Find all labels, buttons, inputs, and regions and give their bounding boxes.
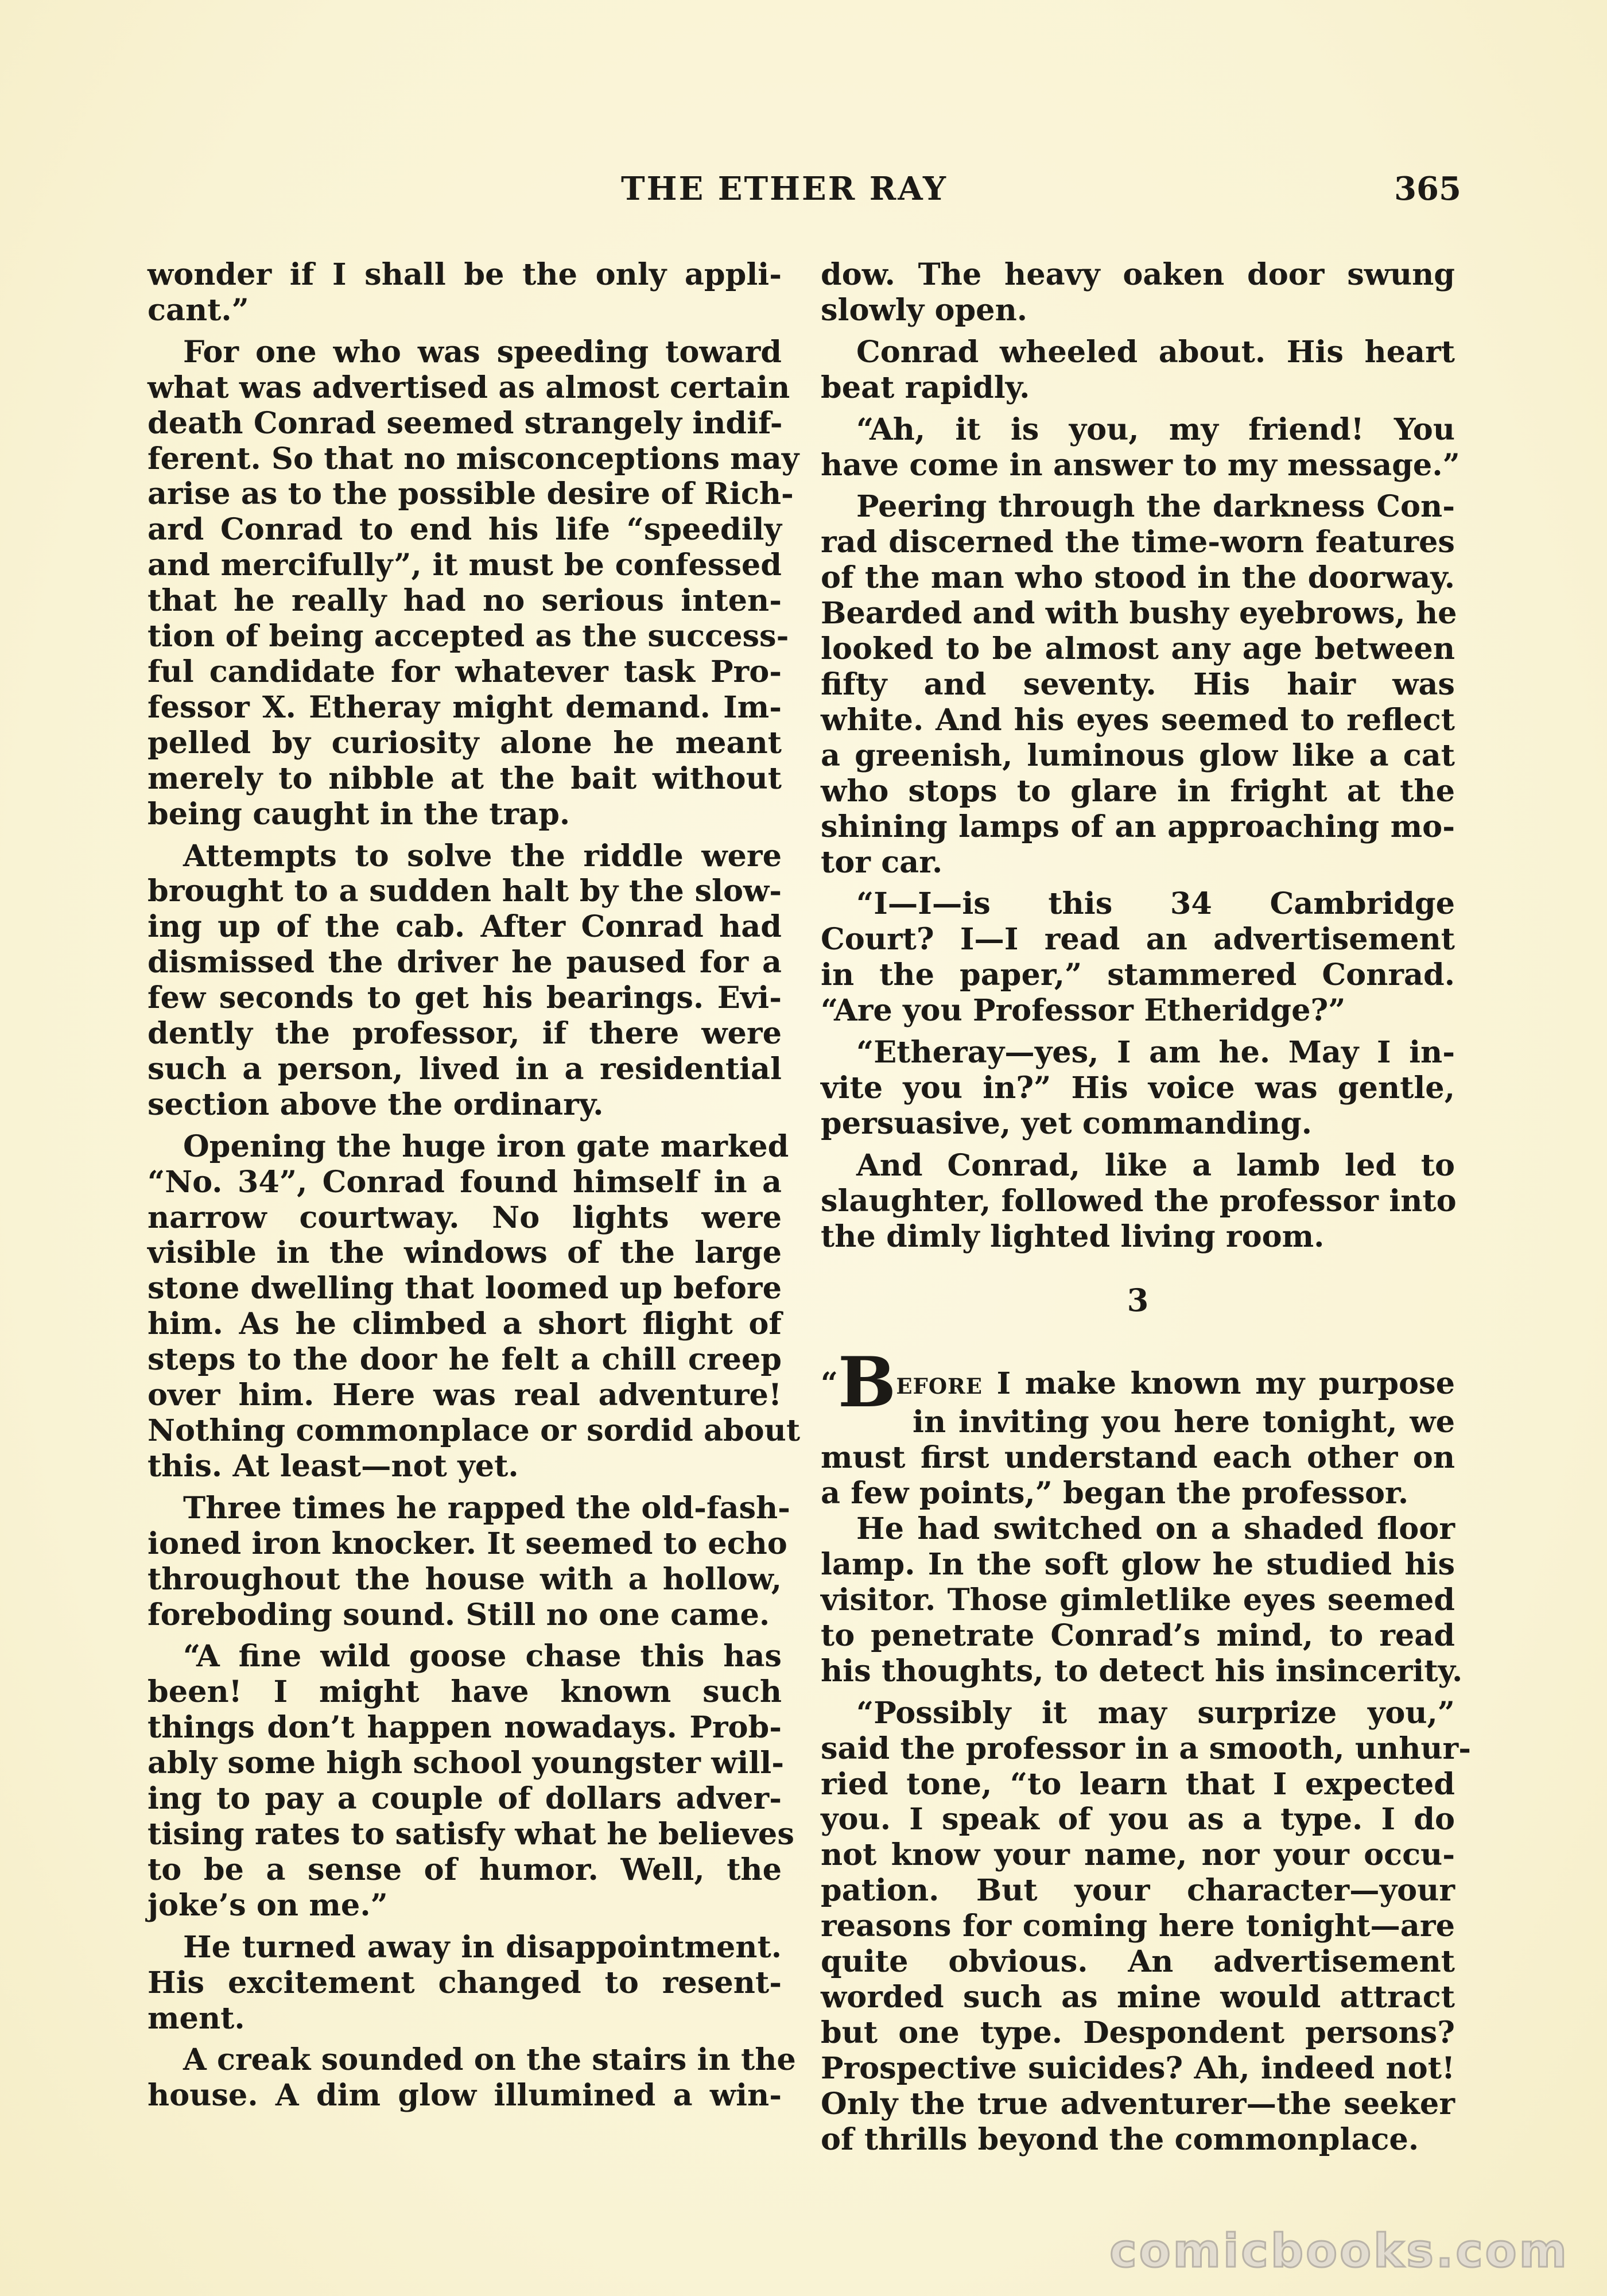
paragraph-gap [821,1142,1455,1148]
paragraph [821,489,1455,880]
text-line: Three times he rapped the old-fash- [183,1490,790,1526]
text-line: Opening the huge iron gate marked [183,1128,789,1164]
text-line: A creak sounded on the stairs in the [183,2042,796,2078]
text-line: not know your name, nor your occu- [821,1837,1455,1873]
text-line: to be a sense of humor. Well, the [147,1852,782,1887]
text-line: must first understand each other on [821,1440,1455,1476]
text-line: fifty and seventy. His hair was [821,666,1455,702]
text-line: beat rapidly. [821,370,1030,405]
text-line: Attempts to solve the riddle were [183,838,782,874]
small-caps-word: efore [896,1366,983,1402]
paragraph [821,1035,1455,1142]
text-line: visitor. Those gimletlike eyes seemed [821,1583,1455,1618]
text-line: He had switched on a shaded floor [856,1511,1455,1547]
text-line: being caught in the trap. [147,796,570,832]
text-line: foreboding sound. Still no one came. [147,1597,770,1632]
text-line: to penetrate Conrad’s mind, to read [821,1618,1455,1653]
section-number: 3 [1127,1282,1149,1319]
paragraph [821,1511,1463,1689]
left-column [147,257,801,2113]
text-line: house. A dim glow illumined a win- [147,2078,782,2113]
paragraph-gap [147,2036,782,2042]
text-line: the dimly lighted living room. [821,1219,1325,1254]
text-line: of thrills beyond the commonplace. [821,2122,1419,2157]
text-line: “I—I—is this 34 Cambridge [856,886,1455,922]
right-column [821,257,1471,2158]
text-line: cant.” [147,292,249,328]
text-line: steps to the door he felt a chill creep [147,1342,782,1378]
text-line: brought to a sudden halt by the slow- [147,874,782,909]
text-line: and mercifully”, it must be confessed [147,548,782,583]
text-line: pation. But your character—your [821,1873,1455,1909]
section-opening-paragraph [821,1336,1455,1511]
paragraph-gap [147,328,782,335]
text-line: worded such as mine would attract [821,1979,1455,2015]
paragraph-gap [147,832,782,839]
text-line: looked to be almost any age between [821,631,1455,667]
text-line: throughout the house with a hollow, [147,1561,782,1597]
text-line: who stops to glare in fright at the [821,773,1455,809]
text-line: but one type. Despondent persons? [821,2015,1455,2050]
paragraph [147,1128,801,1484]
paragraph [821,257,1455,328]
text-line: dently the professor, if there were [147,1016,782,1052]
paragraph-gap [821,1029,1455,1035]
text-line: His excitement changed to resent- [147,1965,782,2000]
running-title: THE ETHER RAY [621,170,948,208]
text-line: persuasive, yet commanding. [821,1106,1312,1141]
text-line: dismissed the driver he paused for a [147,945,782,980]
text-line: tion of being accepted as the success- [147,619,789,654]
text-line: reasons for coming here tonight—are [821,1909,1455,1944]
paragraph-gap [821,483,1455,489]
text-line: lamp. In the soft glow he studied his [821,1547,1455,1583]
text-line: Nothing commonplace or sordid about [147,1413,801,1448]
text-line: that he really had no serious inten- [147,583,782,619]
text-line: tor car. [821,844,943,880]
paragraph [147,1490,790,1633]
text-line: shining lamps of an approaching mo- [821,809,1455,844]
paragraph-gap [147,1484,782,1491]
text-line: things don’t happen nowadays. Prob- [147,1710,782,1746]
text-line: rad discerned the time-worn features [821,525,1455,560]
paragraph [821,1148,1455,1255]
paragraph-gap [821,406,1455,412]
page-number: 365 [1394,170,1461,208]
text-line: you. I speak of you as a type. I do [821,1802,1455,1837]
paragraph [147,334,799,832]
text-line: in the paper,” stammered Conrad. [821,957,1455,993]
text-line: Only the true adventurer—the seeker [821,2086,1455,2122]
text-line: of the man who stood in the doorway. [821,560,1455,596]
text-line: arise as to the possible desire of Rich- [147,476,794,512]
paragraph-gap [821,880,1455,886]
paragraph [821,1695,1471,2158]
text-line: ably some high school youngster will- [147,1746,785,1781]
text-line: ful candidate for whatever task Pro- [147,654,782,689]
text-line: Prospective suicides? Ah, indeed not! [821,2050,1455,2086]
paragraph [821,886,1455,1029]
text-line: a greenish, luminous glow like a cat [821,738,1455,773]
paragraph [147,2042,796,2113]
text-line: quite obvious. An advertisement [821,1944,1455,1980]
paragraph [147,1639,794,1923]
text-line: Peering through the darkness Con- [856,489,1455,525]
text-line: white. And his eyes seemed to reflect [821,702,1455,738]
text-line: over him. Here was real adventure! [147,1378,782,1413]
text-line: ment. [147,2000,245,2036]
paragraph-gap [821,1689,1455,1696]
text-line: “A fine wild goose chase this has [183,1639,782,1674]
text-line: such a person, lived in a residential [147,1051,782,1087]
text-line: ferent. So that no misconceptions may [147,441,799,476]
text-line: narrow courtway. No lights were [147,1200,782,1235]
paragraph [147,257,782,328]
paragraph-gap [147,1632,782,1639]
first-line-rest: I make known my purpose [983,1366,1455,1402]
text-line: He turned away in disappointment. [183,1929,782,1965]
text-line: “No. 34”, Conrad found himself in a [147,1164,782,1200]
text-line: him. As he climbed a short flight of [147,1306,782,1342]
text-line: said the professor in a smooth, unhur- [821,1731,1471,1766]
paragraph [147,839,782,1123]
text-line: “Ah, it is you, my friend! You [856,412,1455,447]
text-line: ing to pay a couple of dollars adver- [147,1781,782,1817]
drop-cap: B [837,1342,896,1424]
text-line: And Conrad, like a lamb led to [856,1147,1455,1183]
text-line: slowly open. [821,292,1028,328]
text-line: ard Conrad to end his life “speedily [147,512,782,548]
text-line: have come in answer to my message.” [821,447,1460,483]
text-line: pelled by curiosity alone he meant [147,725,782,761]
right-column-bottom [821,1511,1471,2157]
text-line: wonder if I shall be the only appli- [147,257,782,292]
text-line: visible in the windows of the large [147,1235,782,1271]
paragraph [821,412,1460,483]
text-line: vite you in?” His voice was gentle, [821,1070,1455,1106]
paragraph-gap [147,1923,782,1930]
text-line: joke’s on me.” [147,1887,388,1923]
text-line: a few points,” began the professor. [821,1476,1409,1511]
text-line: what was advertised as almost certain [147,370,790,405]
text-line: For one who was speeding toward [183,334,782,370]
text-line: been! I might have known such [147,1674,782,1710]
text-line: this. At least—not yet. [147,1448,519,1484]
text-line: tising rates to satisfy what he believes [147,1816,794,1852]
text-line: Bearded and with bushy eyebrows, he [821,596,1457,631]
text-line: his thoughts, to detect his insincerity. [821,1653,1463,1689]
text-line: ried tone, “to learn that I expected [821,1766,1455,1802]
text-line: “Are you Professor Etheridge?” [821,993,1346,1029]
text-line: section above the ordinary. [147,1087,604,1122]
second-line: in inviting you here tonight, we [913,1405,1455,1440]
text-line: few seconds to get his bearings. Evi- [147,980,782,1016]
watermark: comicbooks.com [1109,2224,1569,2278]
opening-quote: “ [821,1366,838,1402]
text-line: stone dwelling that loomed up before [147,1271,782,1306]
right-column-top [821,257,1460,1254]
text-line: fessor X. Etheray might demand. Im- [147,689,782,725]
paragraph [147,1930,782,2037]
paragraph [821,335,1455,406]
text-line: Court? I—I read an advertisement [821,922,1455,957]
text-line: merely to nibble at the bait without [147,761,782,796]
paragraph-gap [821,328,1455,335]
paragraph-gap [147,1123,782,1129]
text-line: Conrad wheeled about. His heart [856,334,1455,370]
text-line: death Conrad seemed strangely indif- [147,405,783,441]
text-line: “Possibly it may surprize you,” [856,1695,1455,1731]
text-line: “Etheray—yes, I am he. May I in- [856,1035,1455,1071]
text-line: ing up of the cab. After Conrad had [147,909,782,945]
text-line: slaughter, followed the professor into [821,1183,1457,1219]
text-line: ioned iron knocker. It seemed to echo [147,1526,787,1561]
text-line: dow. The heavy oaken door swung [821,257,1455,292]
